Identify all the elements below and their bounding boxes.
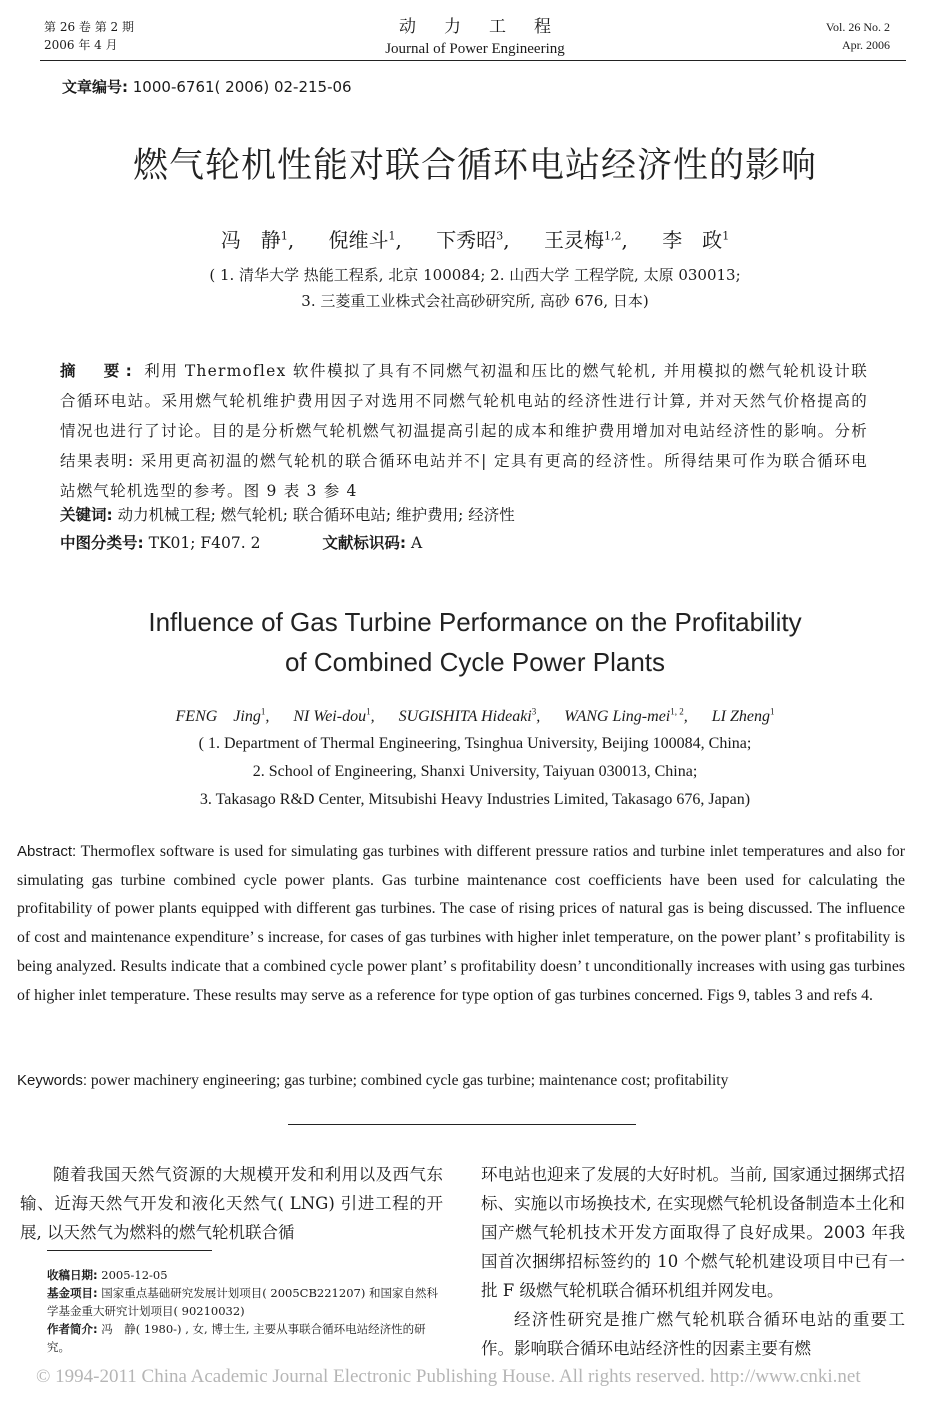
copyright-watermark: © 1994-2011 China Academic Journal Electronic Publishing House. All rights reserved. http://www.cnki.net xyxy=(36,1366,861,1387)
title-en xyxy=(0,602,950,682)
keywords-en-label: Keywords: xyxy=(17,1072,88,1089)
header-vol-cn: 第 26 卷 第 2 期 xyxy=(44,20,134,34)
authors-en xyxy=(0,703,950,726)
article-number-value: 1000-6761( 2006) 02-215-06 xyxy=(128,78,352,96)
journal-title-cn: 动力工程 xyxy=(399,17,579,37)
journal-title-en: Journal of Power Engineering xyxy=(385,41,565,57)
abstract-en-text: Thermoflex software is used for simulating gas turbines with different pressure ratios and turbine inlet temperatures and also for simulating gas turbine combined cycle power plants. Gas turbine maintenance cost coefficients have been used for calculating the profitability of power plants equipped with different gas turbines. The case of rising prices of natural gas is being discussed. The influence of cost and maintenance expenditure’ s increase, for cases of gas turbines with higher inlet temperature, on the power plant’ s profitability is being analyzed. Results indicate that a combined cycle power plant’ s profitability doesn’ t unconditionally increases with using gas turbines of higher inlet temperature. These results may serve as a reference for type option of gas turbines concerned. Figs 9, tables 3 and refs 4. xyxy=(17,843,905,1004)
author-cn: 倪维斗$^1$, xyxy=(328,228,402,252)
author-cn: 李 政$^1$ xyxy=(662,228,730,252)
keywords-cn xyxy=(60,502,868,528)
keywords-cn-label: 关键词: xyxy=(60,506,113,524)
header-date-cn: 2006 年 4 月 xyxy=(44,38,118,52)
doc-code-value: A xyxy=(406,534,423,552)
author-en: LI Zheng$^1$ xyxy=(711,706,775,725)
authors-cn xyxy=(0,224,950,253)
author-en: WANG Ling-mei$^{1, 2}$, xyxy=(564,706,688,725)
header-date-en: Apr. 2006 xyxy=(842,38,890,52)
author-cn: 王灵梅$^{1,2}$, xyxy=(543,228,628,252)
abstract-cn xyxy=(60,356,868,506)
body-paragraph: 随着我国天然气资源的大规模开发和利用以及西气东输、近海天然气开发和液化天然气( LNG) 引进工程的开展, 以天然气为燃料的燃气轮机联合循 xyxy=(20,1165,443,1242)
keywords-en xyxy=(17,1068,905,1094)
body-column-left xyxy=(20,1160,443,1247)
body-paragraph: 经济性研究是推广燃气轮机联合循环电站的重要工作。影响联合循环电站经济性的因素主要有燃 xyxy=(481,1310,905,1358)
header-rule xyxy=(40,60,906,61)
footnote-fund: 基金项目: 国家重点基础研究发展计划项目( 2005CB221207) 和国家自然科学基金重大研究计划项目( 90210032) xyxy=(47,1286,438,1318)
classification-label: 中图分类号: xyxy=(60,534,144,552)
article-number xyxy=(62,76,352,97)
abstract-en xyxy=(17,838,905,1010)
header-vol-en: Vol. 26 No. 2 xyxy=(825,20,890,34)
classification-line xyxy=(60,530,868,556)
affiliation-cn-1: ( 1. 清华大学 热能工程系, 北京 100084; 2. 山西大学 工程学院, 太原 030013; xyxy=(209,266,741,284)
author-cn: 冯 静$^1$, xyxy=(220,228,295,252)
header-journal xyxy=(300,14,650,58)
title-cn: 燃气轮机性能对联合循环电站经济性的影响 xyxy=(132,146,817,186)
abstract-en-label: Abstract: xyxy=(17,843,77,860)
keywords-cn-text: 动力机械工程; 燃气轮机; 联合循环电站; 维护费用; 经济性 xyxy=(112,506,515,524)
author-en: SUGISHITA Hideaki$^3$, xyxy=(398,706,541,725)
affiliation-en-1: ( 1. Department of Thermal Engineering, Tsinghua University, Beijing 100084, China; xyxy=(198,735,752,752)
abstract-cn-label: 摘 要: xyxy=(60,362,138,380)
footnote-received: 收稿日期: 2005-12-05 xyxy=(47,1268,168,1282)
classification-value: TK01; F407. 2 xyxy=(143,534,261,552)
body-paragraph: 环电站也迎来了发展的大好时机。当前, 国家通过捆绑式招标、实施以市场换技术, 在实现燃气轮机设备制造本土化和国产燃气轮机技术开发方面取得了良好成果。2003 年我国首次捆绑招标签约的 10 个燃气轮机建设项目中已有一批 F 级燃气轮机联合循环机组并网发电。 xyxy=(481,1165,905,1300)
article-number-label: 文章编号: xyxy=(62,78,128,96)
author-en: NI Wei-dou$^1$, xyxy=(293,706,375,725)
footnote xyxy=(47,1266,445,1356)
affiliation-en-3: 3. Takasago R&D Center, Mitsubishi Heavy Industries Limited, Takasago 676, Japan) xyxy=(199,791,751,808)
header-volume-cn xyxy=(44,18,134,54)
footnote-rule xyxy=(47,1250,212,1251)
author-en: FENG Jing$^1$, xyxy=(175,706,270,725)
body-column-right xyxy=(481,1160,905,1363)
title-en-line-2: of Combined Cycle Power Plants xyxy=(284,647,666,677)
title-en-line-1: Influence of Gas Turbine Performance on the Profitability xyxy=(148,607,802,637)
doc-code-label: 文献标识码: xyxy=(322,534,407,552)
section-separator xyxy=(288,1124,636,1125)
header-volume-en xyxy=(826,18,890,54)
footnote-author: 作者简介: 冯 静( 1980-) , 女, 博士生, 主要从事联合循环电站经济性的研究。 xyxy=(47,1322,426,1354)
author-cn: 下秀昭$^3$, xyxy=(436,228,510,252)
affiliation-en-2: 2. School of Engineering, Shanxi University, Taiyuan 030013, China; xyxy=(252,763,698,780)
affiliation-cn-2: 3. 三菱重工业株式会社高砂研究所, 高砂 676, 日本) xyxy=(301,292,649,310)
keywords-en-text: power machinery engineering; gas turbine; combined cycle gas turbine; maintenance cost; profitability xyxy=(87,1072,729,1089)
abstract-cn-text: 利用 Thermoflex 软件模拟了具有不同燃气初温和压比的燃气轮机, 并用模拟的燃气轮机设计联合循环电站。采用燃气轮机维护费用因子对选用不同燃气轮机电站的经济性进行计算, 并对天然气价格提高的情况也进行了讨论。目的是分析燃气轮机燃气初温提高引起的成本和维护费用增加对电站经济性的影响。分析结果表明: 采用更高初温的燃气轮机的联合循环电站并不| 定具有更高的经济性。所得结果可作为联合循环电站燃气轮机选型的参考。图 9 表 3 参 4 xyxy=(60,362,869,500)
